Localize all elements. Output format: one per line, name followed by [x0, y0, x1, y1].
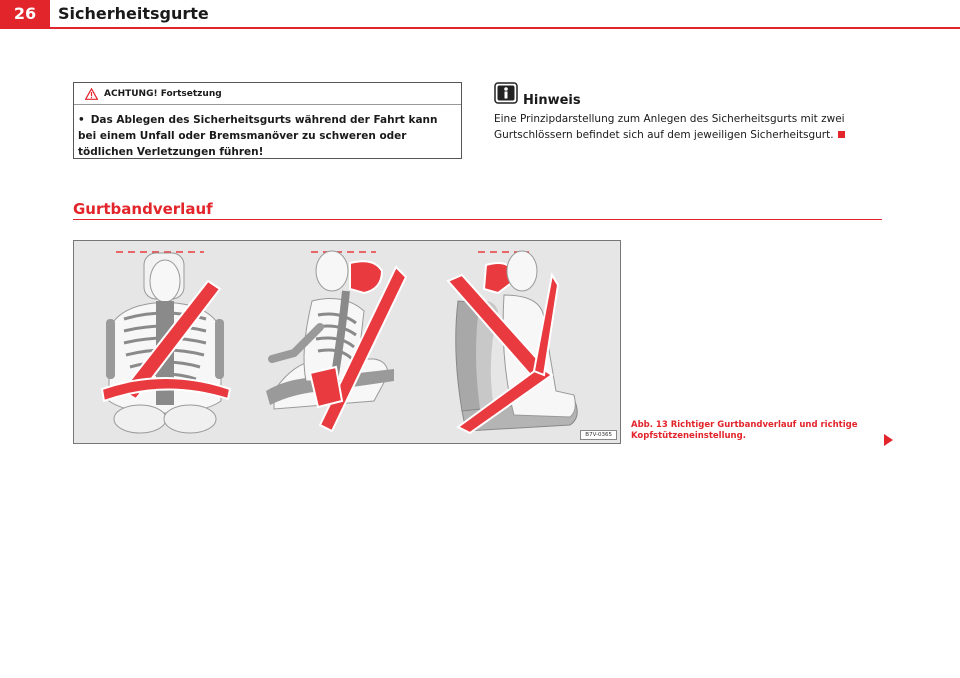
figure-code: B7V-0365 — [580, 430, 617, 440]
seat-view-figure — [448, 251, 577, 433]
section-title: Gurtbandverlauf — [73, 200, 213, 218]
end-mark-icon — [838, 131, 845, 138]
warning-header — [74, 83, 461, 105]
front-view-figure — [102, 253, 230, 433]
header-rule — [0, 27, 960, 29]
hint-text-block — [494, 111, 874, 143]
next-page-arrow-icon[interactable] — [884, 434, 893, 446]
belt-illustration — [74, 241, 620, 443]
warning-triangle-icon — [85, 88, 98, 100]
page-title: Sicherheitsgurte — [58, 4, 209, 23]
warning-box — [73, 82, 462, 159]
warning-text-block — [78, 112, 458, 160]
warning-title: ACHTUNG! Fortsetzung — [104, 88, 222, 99]
side-view-figure — [266, 251, 406, 431]
page-number: 26 — [0, 0, 50, 27]
hint-title: Hinweis — [523, 93, 581, 108]
section-rule — [73, 219, 882, 220]
figure-caption: Abb. 13 Richtiger Gurtbandverlauf und richtige Kopfstützeneinstellung. — [631, 420, 858, 441]
belt-figure — [73, 240, 621, 444]
hint-text: Eine Prinzipdarstellung zum Anlegen des Sicherheitsgurts mit zwei Gurtschlössern befindet sich auf dem jeweiligen Sicherheitsgurt. — [494, 113, 845, 141]
info-icon — [494, 82, 518, 104]
warning-text: Das Ablegen des Sicherheitsgurts während der Fahrt kann bei einem Unfall oder Bremsmanöver zu schweren oder tödlichen Verletzungen führen! — [78, 114, 438, 158]
warning-bullet: • — [78, 114, 85, 126]
